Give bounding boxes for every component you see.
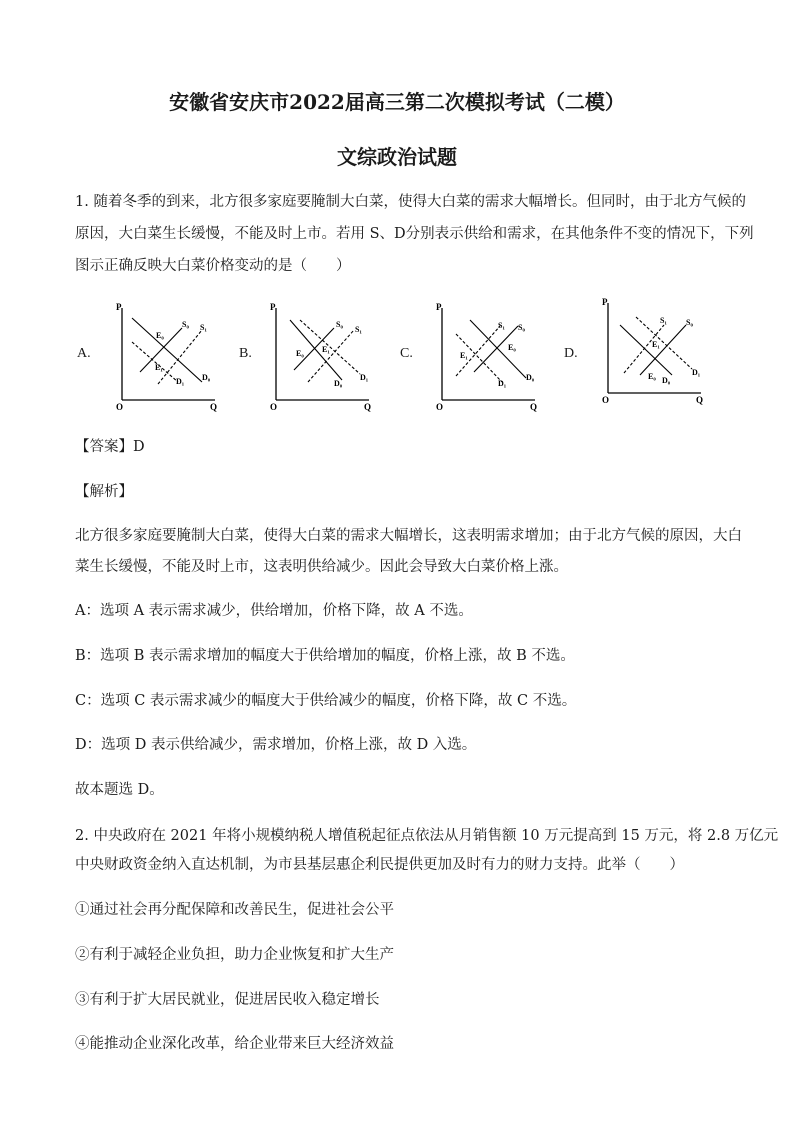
graph-c-s1: S₁ (498, 321, 505, 330)
q2-choice-3: ③有利于扩大居民就业，促进居民收入稳定增长 (75, 992, 380, 1008)
page-subtitle: 文综政治试题 (337, 145, 457, 169)
q1-stem-line-2: 原因，大白菜生长缓慢，不能及时上市。若用 S、D分别表示供给和需求，在其他条件不变的情况下，下列 (75, 226, 754, 242)
graph-b-q: Q (364, 402, 372, 412)
q1-analysis-line-6: D：选项 D 表示供给减少，需求增加，价格上涨，故 D 入选。 (75, 737, 477, 753)
graph-b-e1: E₁ (322, 345, 330, 354)
graph-d-e0: E₀ (648, 372, 656, 381)
graph-d-s0: S₀ (686, 318, 693, 327)
graph-d-d0: D₀ (662, 376, 671, 385)
graph-d-s1: S₁ (660, 316, 667, 325)
graph-c-d0: D₀ (526, 373, 535, 382)
q2-choice-1: ①通过社会再分配保障和改善民生，促进社会公平 (75, 902, 394, 918)
graph-a-d0: D₀ (202, 373, 211, 382)
graph-d-o: O (602, 395, 610, 405)
graph-a-s1: S₁ (200, 323, 207, 332)
q1-analysis-line-3: A：选项 A 表示需求减少，供给增加，价格下降，故 A 不选。 (75, 603, 473, 619)
graph-d-d1: D₁ (692, 368, 701, 377)
graph-c-d1: D₁ (498, 379, 507, 388)
graph-d-e1: E₁ (652, 340, 660, 349)
graph-d-p: P (602, 297, 608, 307)
graph-a-o: O (116, 402, 124, 412)
graph-a-p: P (116, 302, 122, 312)
q2-choice-4: ④能推动企业深化改革，给企业带来巨大经济效益 (75, 1036, 394, 1052)
graph-a-s0: S₀ (182, 320, 189, 329)
graph-b-s0: S₀ (336, 320, 343, 329)
graph-d-q: Q (696, 395, 704, 405)
graph-b-p: P (270, 302, 276, 312)
option-c-label: C. (400, 346, 413, 361)
graph-a-d1: D₁ (176, 377, 185, 386)
graph-c-e0: E₀ (508, 343, 516, 352)
q1-analysis-title: 【解析】 (75, 484, 133, 500)
q2-stem-line-1: 2. 中央政府在 2021 年将小规模纳税人增值税起征点依法从月销售额 10 万元提高到 15 万元，将 2.8 万亿元 (75, 828, 779, 844)
q1-answer: 【答案】D (75, 439, 145, 455)
q1-analysis-line-7: 故本题选 D。 (75, 782, 164, 798)
q1-stem-line-1: 1. 随着冬季的到来，北方很多家庭要腌制大白菜，使得大白菜的需求大幅增长。但同时，由于北方气候的 (75, 194, 746, 210)
q2-choice-2: ②有利于减轻企业负担，助力企业恢复和扩大生产 (75, 947, 394, 963)
q2-stem-line-2: 中央财政资金纳入直达机制，为市县基层惠企利民提供更加及时有力的财力支持。此举（ ） (75, 857, 684, 873)
q1-analysis-line-4: B：选项 B 表示需求增加的幅度大于供给增加的幅度，价格上涨，故 B 不选。 (75, 648, 575, 664)
graph-c-o: O (436, 402, 444, 412)
graph-d (596, 295, 716, 413)
graph-a-e1: E₁ (155, 363, 163, 372)
graph-b-s1: S₁ (355, 325, 362, 334)
graph-c (430, 300, 550, 415)
graph-c-s0: S₀ (518, 323, 525, 332)
graph-b-d0: D₀ (334, 379, 343, 388)
graph-c-p: P (436, 302, 442, 312)
graph-a-q: Q (210, 402, 218, 412)
q1-analysis-line-2: 菜生长缓慢，不能及时上市，这表明供给减少。因此会导致大白菜价格上涨。 (75, 559, 568, 575)
graph-b (264, 300, 384, 415)
page-title: 安徽省安庆市2022届高三第二次模拟考试（二模） (169, 90, 625, 114)
graph-b-e0: E₀ (296, 349, 304, 358)
q1-analysis-line-1: 北方很多家庭要腌制大白菜，使得大白菜的需求大幅增长，这表明需求增加；由于北方气候的原因，大白 (75, 528, 742, 544)
q1-analysis-line-5: C：选项 C 表示需求减少的幅度大于供给减少的幅度，价格下降，故 C 不选。 (75, 693, 577, 709)
graph-c-q: Q (530, 402, 538, 412)
graph-a (110, 300, 230, 415)
option-d-label: D. (564, 346, 578, 361)
graph-a-e0: E₀ (156, 331, 164, 340)
option-a-label: A. (77, 346, 91, 361)
option-b-label: B. (239, 346, 252, 361)
graph-b-d1: D₁ (360, 373, 369, 382)
graph-c-e1: E₁ (460, 351, 468, 360)
graph-b-o: O (270, 402, 278, 412)
q1-stem-line-3: 图示正确反映大白菜价格变动的是（ ） (75, 258, 351, 274)
